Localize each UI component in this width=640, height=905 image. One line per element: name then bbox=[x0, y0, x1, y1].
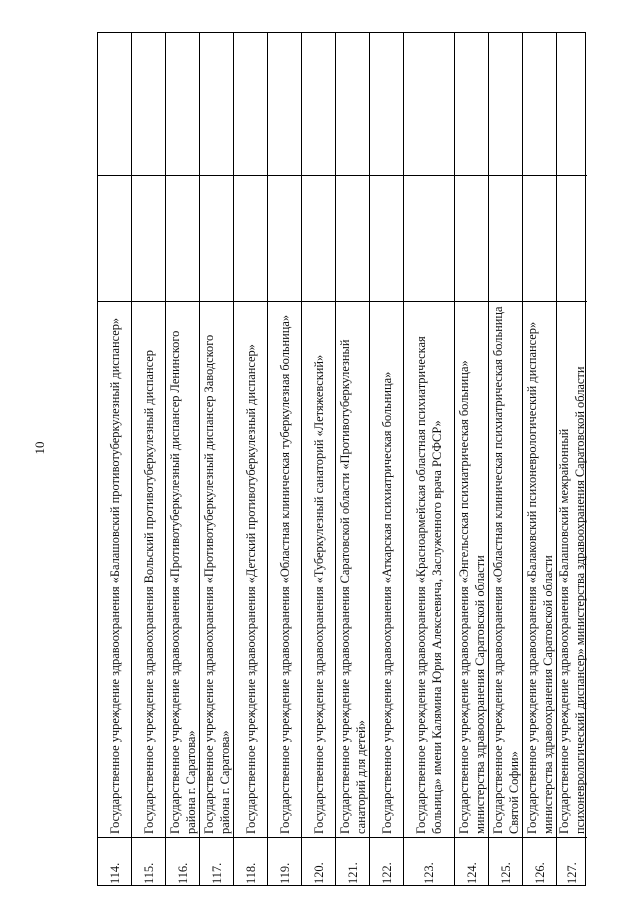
row-number-cell bbox=[268, 837, 301, 885]
institution-name: Государственное учреждение здравоохранения «Энгельсская психиатрическая больница» министерства здравоохранения Саратовской области bbox=[456, 359, 487, 834]
row-number-cell bbox=[557, 837, 587, 885]
row-number: 121. bbox=[345, 861, 360, 884]
institution-name: Государственное учреждение здравоохранения «Балашовский противотуберкулезный диспансер» bbox=[107, 317, 122, 834]
row-number: 119. bbox=[277, 862, 292, 884]
institution-name: Государственное учреждение здравоохранения «Противотуберкулезный диспансер Заводского района г. Саратова» bbox=[201, 334, 232, 834]
page-number: 10 bbox=[32, 441, 47, 455]
row-number: 124. bbox=[464, 861, 479, 884]
empty-cell bbox=[489, 175, 522, 301]
empty-cell bbox=[557, 33, 587, 175]
empty-cell bbox=[489, 33, 522, 175]
empty-cell bbox=[370, 33, 403, 175]
empty-cell bbox=[336, 33, 369, 175]
row-number-cell bbox=[200, 837, 233, 885]
institution-name: Государственное учреждение здравоохранения «Противотуберкулезный диспансер Ленинского района г. Саратова» bbox=[167, 330, 198, 834]
row-number-cell bbox=[98, 837, 131, 885]
table-row bbox=[132, 33, 166, 885]
row-number-cell bbox=[370, 837, 403, 885]
row-number: 120. bbox=[311, 861, 326, 884]
institution-name-cell bbox=[370, 301, 403, 837]
institution-name-cell bbox=[302, 301, 335, 837]
institution-name-cell bbox=[489, 301, 522, 837]
empty-cell bbox=[268, 175, 301, 301]
table-row bbox=[370, 33, 404, 885]
institution-name: Государственное учреждение здравоохранения «Туберкулезный санаторий «Летяжевский» bbox=[311, 354, 326, 834]
institution-name-cell bbox=[404, 301, 454, 837]
empty-cell bbox=[404, 33, 454, 175]
row-number: 115. bbox=[141, 862, 156, 884]
empty-cell bbox=[200, 33, 233, 175]
row-number-cell bbox=[404, 837, 454, 885]
empty-cell bbox=[336, 175, 369, 301]
empty-cell bbox=[98, 33, 131, 175]
institution-name: Государственное учреждение здравоохранения «Аткарская психиатрическая больница» bbox=[379, 371, 394, 834]
institution-name: Государственное учреждение здравоохранения «Балаковский психоневрологический диспансер» министерства здравоохранения Саратовской области bbox=[524, 321, 555, 834]
institution-name: Государственное учреждение здравоохранения Саратовской области «Противотуберкулезный санаторий для детей» bbox=[337, 338, 368, 834]
empty-cell bbox=[302, 175, 335, 301]
empty-cell bbox=[98, 175, 131, 301]
row-number: 127. bbox=[565, 861, 579, 884]
row-number-cell bbox=[336, 837, 369, 885]
empty-cell bbox=[234, 175, 267, 301]
row-number: 125. bbox=[498, 861, 513, 884]
empty-cell bbox=[523, 175, 556, 301]
institution-name: Государственное учреждение здравоохранения Вольский противотуберкулезный диспансер bbox=[141, 349, 156, 834]
empty-cell bbox=[404, 175, 454, 301]
table-row bbox=[557, 33, 587, 885]
table-row bbox=[523, 33, 557, 885]
institution-name-cell bbox=[523, 301, 556, 837]
institution-name-cell bbox=[200, 301, 233, 837]
table-row bbox=[166, 33, 200, 885]
table-row bbox=[268, 33, 302, 885]
institution-name-cell bbox=[132, 301, 165, 837]
row-number-cell bbox=[489, 837, 522, 885]
empty-cell bbox=[132, 175, 165, 301]
institution-name-cell bbox=[234, 301, 267, 837]
table-row bbox=[302, 33, 336, 885]
table-row bbox=[336, 33, 370, 885]
row-number-cell bbox=[132, 837, 165, 885]
empty-cell bbox=[200, 175, 233, 301]
institution-name: Государственное учреждение здравоохранения «Детский противотуберкулезный диспансер» bbox=[243, 343, 258, 834]
row-number-cell bbox=[166, 837, 199, 885]
empty-cell bbox=[455, 33, 488, 175]
row-number: 117. bbox=[209, 862, 224, 884]
row-number: 116. bbox=[175, 862, 190, 884]
institution-name: Государственное учреждение здравоохранения «Балашовский межрайонный психоневрологический диспансер» министерства здравоохранения Саратовской области bbox=[557, 366, 587, 834]
row-number: 118. bbox=[243, 862, 258, 884]
empty-cell bbox=[132, 33, 165, 175]
empty-cell bbox=[557, 175, 587, 301]
row-number-cell bbox=[455, 837, 488, 885]
row-number-cell bbox=[234, 837, 267, 885]
institutions-table bbox=[97, 32, 586, 886]
empty-cell bbox=[268, 33, 301, 175]
empty-cell bbox=[302, 33, 335, 175]
row-number: 126. bbox=[532, 861, 547, 884]
institution-name-cell bbox=[166, 301, 199, 837]
institution-name: Государственное учреждение здравоохранения «Областная клиническая психиатрическая больница Святой Софии» bbox=[490, 306, 521, 834]
empty-cell bbox=[455, 175, 488, 301]
table-row bbox=[489, 33, 523, 885]
empty-cell bbox=[370, 175, 403, 301]
empty-cell bbox=[523, 33, 556, 175]
table-row bbox=[200, 33, 234, 885]
institution-name-cell bbox=[98, 301, 131, 837]
institution-name-cell bbox=[336, 301, 369, 837]
table-row bbox=[234, 33, 268, 885]
institution-name-cell bbox=[557, 301, 587, 837]
institution-name: Государственное учреждение здравоохранения «Красноармейская областная психиатрическая больница» имени Калямина Юрия Алексеевича, Заслуженного врача РСФСР» bbox=[414, 335, 444, 834]
table-row bbox=[404, 33, 455, 885]
row-number: 123. bbox=[422, 861, 436, 884]
row-number-cell bbox=[302, 837, 335, 885]
institution-name-cell bbox=[455, 301, 488, 837]
institution-name: Государственное учреждение здравоохранения «Областная клиническая туберкулезная больница» bbox=[277, 314, 292, 834]
row-number: 114. bbox=[107, 862, 122, 884]
empty-cell bbox=[234, 33, 267, 175]
empty-cell bbox=[166, 175, 199, 301]
row-number: 122. bbox=[379, 861, 394, 884]
table-row bbox=[455, 33, 489, 885]
table-row bbox=[98, 33, 132, 885]
institution-name-cell bbox=[268, 301, 301, 837]
empty-cell bbox=[166, 33, 199, 175]
row-number-cell bbox=[523, 837, 556, 885]
